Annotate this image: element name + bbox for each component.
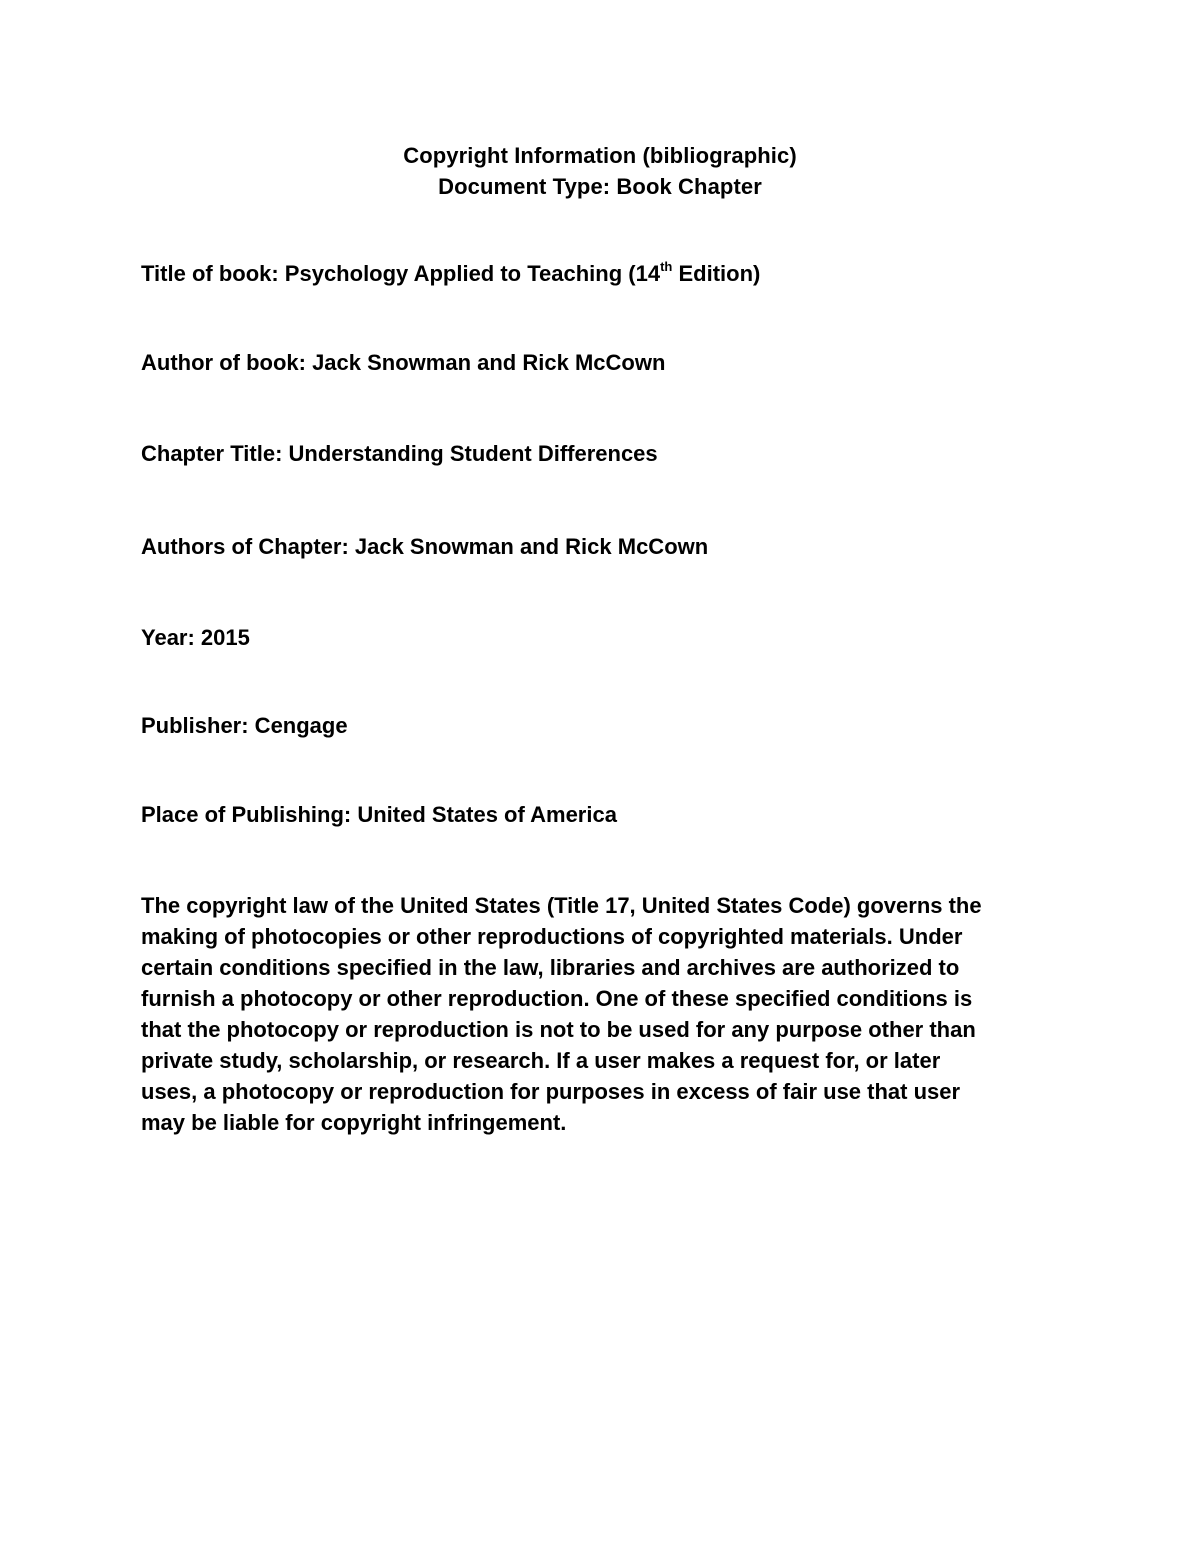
book-author-field: Author of book: Jack Snowman and Rick McCown — [141, 350, 666, 375]
chapter-authors-field: Authors of Chapter: Jack Snowman and Rick McCown — [141, 534, 709, 559]
notice-line: furnish a photocopy or other reproduction. One of these specified conditions is — [141, 986, 973, 1011]
publisher-field: Publisher: Cengage — [141, 713, 348, 738]
notice-line: certain conditions specified in the law, libraries and archives are authorized to — [141, 955, 960, 980]
year-field: Year: 2015 — [141, 625, 250, 650]
copyright-notice — [141, 890, 1051, 1138]
notice-line: that the photocopy or reproduction is not to be used for any purpose other than — [141, 1017, 976, 1042]
notice-line: may be liable for copyright infringement. — [141, 1110, 567, 1135]
notice-line: making of photocopies or other reproductions of copyrighted materials. Under — [141, 924, 963, 949]
document-type: Document Type: Book Chapter — [438, 174, 762, 199]
book-title-suffix: Edition) — [672, 261, 761, 286]
edition-superscript: th — [660, 258, 673, 274]
notice-line: private study, scholarship, or research. If a user makes a request for, or later — [141, 1048, 941, 1073]
page-title: Copyright Information (bibliographic) — [403, 143, 797, 168]
book-title-text: Title of book: Psychology Applied to Teaching (14 — [141, 261, 661, 286]
place-of-publishing-field: Place of Publishing: United States of America — [141, 802, 617, 827]
notice-line: The copyright law of the United States (Title 17, United States Code) governs the — [141, 893, 982, 918]
book-title-field — [141, 258, 760, 289]
chapter-title-field: Chapter Title: Understanding Student Differences — [141, 441, 658, 466]
notice-line: uses, a photocopy or reproduction for purposes in excess of fair use that user — [141, 1079, 961, 1104]
